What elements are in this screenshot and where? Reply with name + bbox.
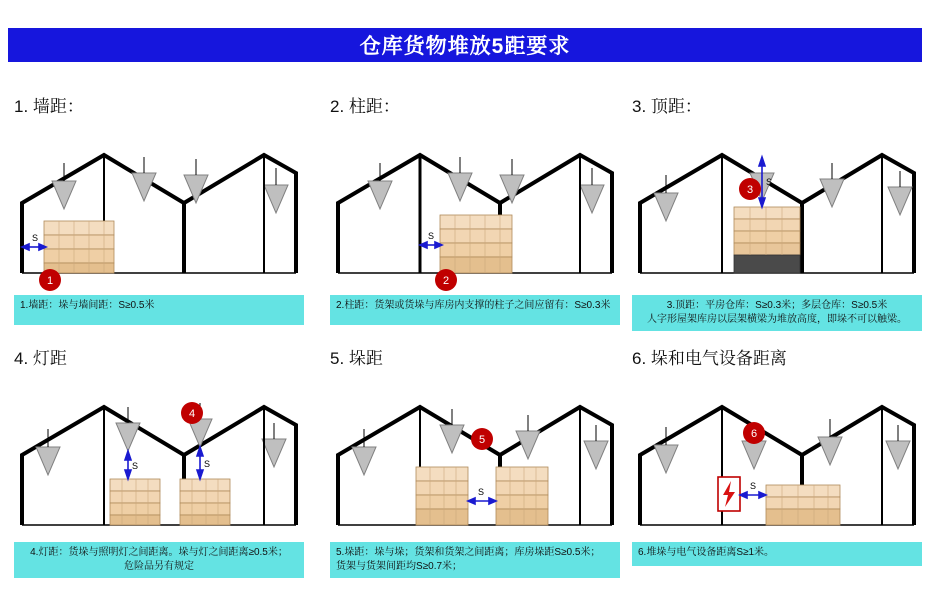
dimension-label-s-5: S [478, 487, 485, 497]
dimension-label-s-1: S [32, 233, 39, 243]
dimension-label-s-3: S [766, 177, 773, 187]
panel-lamp-distance [14, 344, 304, 578]
panel-3-caption [632, 295, 922, 331]
panel-1-caption-line-1: 1.墙距：垛与墙间距：S≥0.5米 [20, 300, 155, 311]
panel-2-marker: 2 [442, 275, 450, 287]
panel-1-marker: 1 [46, 275, 54, 287]
panel-stack-distance [330, 344, 620, 578]
panel-3-illustration [632, 123, 922, 303]
panel-wall-distance [14, 92, 304, 325]
panel-3-marker: 3 [746, 184, 754, 196]
panel-1-illustration [14, 123, 304, 303]
panel-6-caption [632, 542, 922, 566]
panel-1-caption [14, 295, 304, 325]
panel-4-marker: 4 [188, 408, 196, 420]
dimension-label-s-2: S [428, 231, 435, 241]
panel-5-caption [330, 542, 620, 578]
panel-5-heading: 5. 垛距 [330, 349, 383, 368]
panel-3-heading: 3. 顶距： [632, 97, 702, 116]
panel-2-heading: 2. 柱距： [330, 97, 400, 116]
panel-6-caption-line-1: 6.堆垛与电气设备距离S≥1米。 [638, 547, 775, 558]
dimension-label-s-6: S [750, 481, 757, 491]
panel-4-caption [14, 542, 304, 578]
panel-1-heading: 1. 墙距： [14, 97, 84, 116]
panel-2-caption-line-1: 2.柱距：货架或货垛与库房内支撑的柱子之间应留有：S≥0.3米 [336, 300, 611, 311]
panel-3-caption-line-1: 3.顶距：平房仓库：S≥0.3米；多层仓库：S≥0.5米 [666, 300, 888, 311]
panel-6-marker: 6 [750, 428, 758, 440]
panel-5-illustration [330, 375, 620, 550]
panel-6-illustration [632, 375, 922, 550]
panel-column-distance [330, 92, 620, 325]
panel-2-caption [330, 295, 620, 325]
panel-5-marker: 5 [478, 434, 486, 446]
panel-5-caption-line-1: 5.垛距：垛与垛；货架和货架之间距离；库房垛距S≥0.5米； [336, 547, 601, 558]
panel-3-caption-line-2: 人字形屋架库房以层架横梁为堆放高度，即垛不可以触梁。 [647, 313, 907, 325]
dimension-label-s-4a: S [132, 461, 139, 471]
panel-6-heading: 6. 垛和电气设备距离 [632, 349, 787, 368]
panel-top-distance [632, 92, 922, 331]
panel-2-illustration [330, 123, 620, 303]
dimension-label-s-4b: S [204, 459, 211, 469]
panel-4-caption-line-2: 危险品另有规定 [124, 560, 194, 572]
title-bar [8, 28, 922, 62]
page-title: 仓库货物堆放5距要求 [359, 35, 571, 58]
panel-4-heading: 4. 灯距 [14, 349, 67, 368]
panel-5-caption-line-2: 货架与货架间距均S≥0.7米； [336, 560, 463, 572]
panel-4-illustration [14, 375, 304, 550]
panel-4-caption-line-1: 4.灯距：货垛与照明灯之间距离。垛与灯之间距离≥0.5米； [30, 547, 288, 558]
panel-equipment-distance [632, 344, 922, 566]
